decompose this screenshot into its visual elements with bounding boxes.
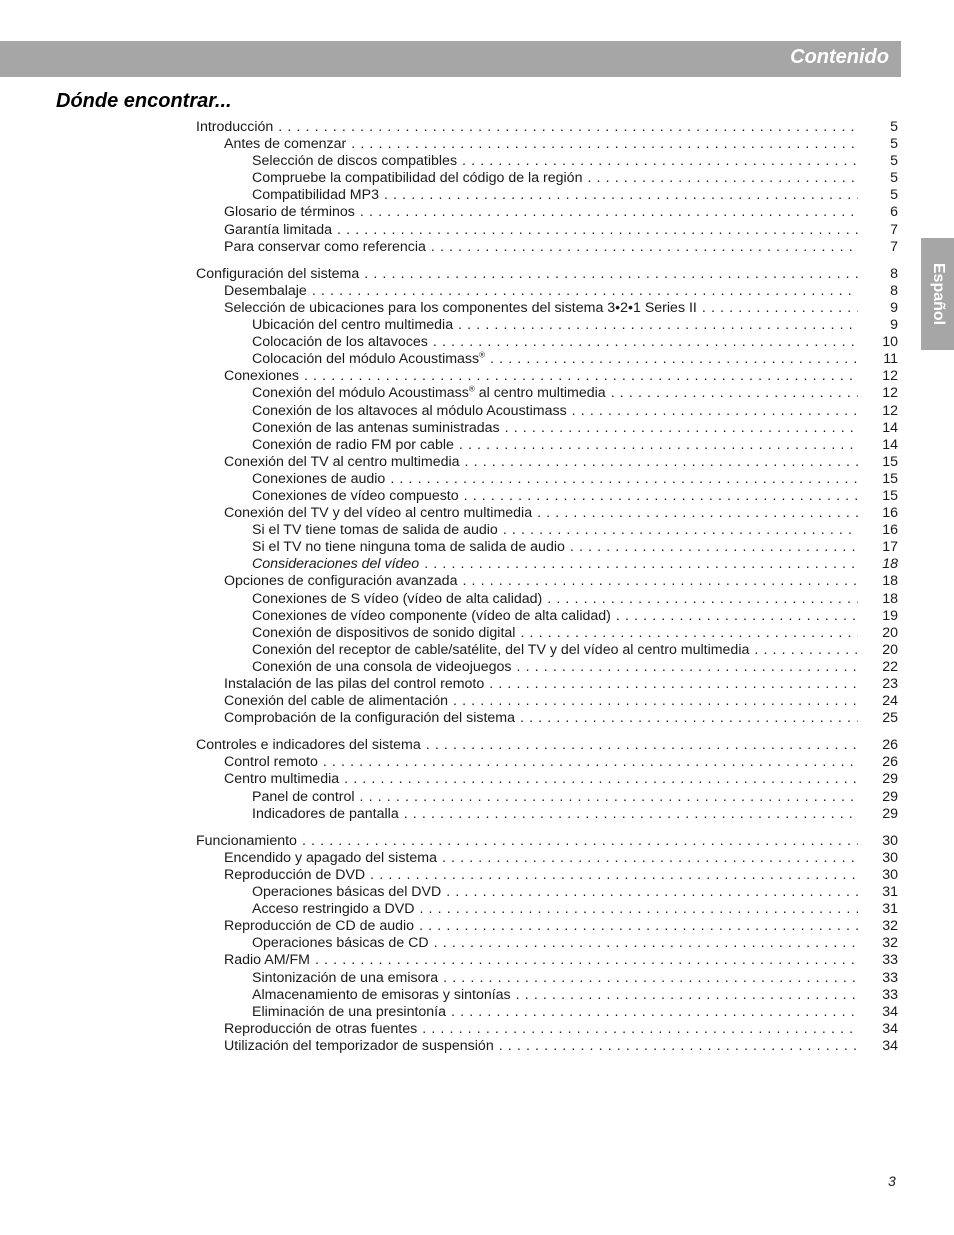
toc-entry-title-text: Glosario de términos [224, 204, 355, 221]
dot-leader [419, 901, 858, 918]
dot-leader [516, 987, 858, 1004]
toc-entry-page: 5 [890, 136, 898, 153]
toc-entry-title-text: Opciones de configuración avanzada [224, 573, 458, 590]
toc-entry-title [252, 806, 404, 823]
toc-entry-title-text: Conexión de los altavoces al módulo Acoustimass [252, 402, 567, 419]
toc-entry-page: 20 [882, 641, 898, 658]
toc-entry-page: 29 [882, 771, 898, 788]
toc-entry-title-text: Reproducción de DVD [224, 866, 366, 883]
toc-entry-title [252, 437, 459, 454]
dot-leader [344, 771, 858, 788]
toc-entry-title-text: Antes de comenzar [224, 136, 347, 153]
toc-entry-title-text: Utilización del temporizador de suspensión [224, 1037, 494, 1054]
toc-entry-title-text: Funcionamiento [196, 832, 297, 849]
toc-entry[interactable] [196, 505, 898, 522]
toc-entry-title-text: Indicadores de pantalla [252, 805, 399, 822]
toc-entry-title [252, 317, 458, 334]
toc-entry-title [224, 754, 323, 771]
toc-entry-page: 33 [882, 952, 898, 969]
toc-entry-title [252, 556, 424, 573]
toc-entry-page: 26 [882, 737, 898, 754]
dot-leader [754, 642, 858, 659]
dot-leader [503, 522, 858, 539]
toc-entry-title-text: Conexión del TV y del vídeo al centro multimedia [224, 505, 533, 522]
toc-entry-title-text: Control remoto [224, 754, 318, 771]
toc-group [196, 737, 898, 822]
toc-entry-page: 16 [882, 522, 898, 539]
toc-entry-title-text: Panel de control [252, 788, 355, 805]
toc-entry-page: 31 [882, 901, 898, 918]
toc-entry-title [224, 771, 344, 788]
dot-leader [360, 789, 858, 806]
dot-leader [323, 754, 858, 771]
toc-entry-page: 34 [882, 1003, 898, 1020]
toc-entry-page: 30 [882, 849, 898, 866]
toc-entry-title [252, 522, 503, 539]
toc-entry-title [252, 488, 464, 505]
dot-leader [442, 850, 858, 867]
toc-entry-page: 15 [882, 487, 898, 504]
dot-leader [517, 659, 858, 676]
toc-entry-page: 8 [890, 265, 898, 282]
toc-entry-title [252, 420, 505, 437]
toc-entry-title [252, 625, 520, 642]
toc-entry-title-text: Operaciones básicas del DVD [252, 884, 442, 901]
toc-entry-title [252, 970, 443, 987]
toc-entry[interactable] [196, 833, 898, 850]
dot-leader [462, 573, 858, 590]
toc-entry[interactable] [196, 403, 898, 420]
toc-entry-title-text: Conexión de dispositivos de sonido digital [252, 624, 516, 641]
toc-entry-title [252, 789, 360, 806]
toc-entry[interactable] [196, 850, 898, 867]
dot-leader [520, 710, 858, 727]
toc-group [196, 119, 898, 256]
toc-entry-page: 32 [882, 918, 898, 935]
dot-leader [520, 625, 858, 642]
toc-entry[interactable] [196, 676, 898, 693]
toc-entry-title-text: Selección de discos compatibles [252, 153, 458, 170]
dot-leader [364, 266, 858, 283]
toc-entry-page: 14 [882, 436, 898, 453]
toc-entry[interactable] [196, 454, 898, 471]
toc-entry-title-text: Conexiones de S vídeo (vídeo de alta calidad) [252, 590, 543, 607]
toc-entry[interactable] [196, 368, 898, 385]
toc-entry[interactable] [196, 693, 898, 710]
header-bar [0, 41, 901, 77]
toc-entry[interactable] [196, 573, 898, 590]
toc-entry-title-text: Centro multimedia [224, 771, 340, 788]
toc-entry[interactable] [196, 970, 898, 987]
toc-entry-title-text: Encendido y apagado del sistema [224, 849, 437, 866]
toc-entry-title [196, 119, 278, 136]
dot-leader [499, 1038, 858, 1055]
toc-entry-title-text: Reproducción de CD de audio [224, 918, 415, 935]
language-tab-label: Español [929, 262, 947, 326]
dot-leader [537, 505, 858, 522]
toc-entry-title-text: Comprobación de la configuración del sistema [224, 710, 516, 727]
toc-entry[interactable] [196, 642, 898, 659]
dot-leader [490, 351, 858, 368]
dot-leader [611, 385, 858, 402]
toc-entry-page: 29 [882, 788, 898, 805]
toc-entry-title [196, 833, 302, 850]
toc-entry[interactable] [196, 437, 898, 454]
dot-leader [443, 970, 858, 987]
toc-entry-page: 33 [882, 969, 898, 986]
toc-entry[interactable] [196, 351, 898, 368]
toc-entry[interactable] [196, 204, 898, 221]
toc-entry-page: 9 [890, 299, 898, 316]
toc-entry-title [224, 693, 453, 710]
toc-entry-title [224, 283, 312, 300]
toc-entry-page: 31 [882, 884, 898, 901]
toc-entry[interactable] [196, 867, 898, 884]
toc-entry[interactable] [196, 987, 898, 1004]
dot-leader [446, 884, 858, 901]
toc-entry[interactable] [196, 935, 898, 952]
dot-leader [422, 1021, 858, 1038]
toc-entry-title-text: Conexiones de vídeo compuesto [252, 487, 459, 504]
toc-entry-title [224, 918, 419, 935]
toc-entry-title-text: Conexiones de vídeo componente (vídeo de alta calidad) [252, 607, 611, 624]
toc-entry-page: 24 [882, 693, 898, 710]
toc-entry[interactable] [196, 1038, 898, 1055]
toc-entry-page: 20 [882, 624, 898, 641]
toc-entry-title-text: Selección de ubicaciones para los componentes del sistema 3•2•1 Series II [224, 299, 697, 316]
toc-entry-page: 8 [890, 282, 898, 299]
dot-leader [453, 693, 858, 710]
toc-entry[interactable] [196, 539, 898, 556]
toc-entry-title [252, 987, 516, 1004]
dot-leader [337, 222, 858, 239]
toc-entry[interactable] [196, 522, 898, 539]
toc-entry-title [224, 676, 489, 693]
dot-leader [459, 437, 858, 454]
dot-leader [451, 1004, 858, 1021]
toc-entry-title [252, 935, 434, 952]
toc-entry[interactable] [196, 710, 898, 727]
dot-leader [433, 334, 858, 351]
toc-entry-title-text: Conexiones de audio [252, 470, 386, 487]
toc-entry-title-text: Compatibilidad MP3 [252, 187, 379, 204]
toc-entry-title-text: al centro multimedia [474, 385, 606, 402]
toc-entry-title [252, 901, 419, 918]
toc-entry-title-text: Ubicación del centro multimedia [252, 317, 454, 334]
toc-entry-title [196, 266, 364, 283]
toc-entry-page: 16 [882, 505, 898, 522]
toc-entry-page: 5 [890, 119, 898, 135]
toc-entry-title-text: Conexión de las antenas suministradas [252, 419, 500, 436]
dot-leader [360, 204, 858, 221]
dot-leader [315, 952, 858, 969]
toc-entry-title-text: Sintonización de una emisora [252, 969, 439, 986]
toc-entry-page: 12 [882, 385, 898, 402]
toc-entry-page: 5 [890, 187, 898, 204]
toc-entry[interactable] [196, 334, 898, 351]
toc-entry-page: 34 [882, 1037, 898, 1054]
dot-leader [572, 403, 858, 420]
toc-entry-page: 18 [882, 590, 898, 607]
toc-entry-title-text: Desembalaje [224, 282, 307, 299]
toc-entry-page: 19 [882, 607, 898, 624]
toc-entry-title-text: Conexión del módulo Acoustimass [252, 385, 469, 402]
toc-entry-title [252, 608, 616, 625]
toc-entry-title-text: Acceso restringido a DVD [252, 901, 415, 918]
toc-entry-title [252, 884, 446, 901]
toc-entry[interactable] [196, 806, 898, 823]
toc-entry-page: 7 [890, 221, 898, 238]
dot-leader [390, 471, 858, 488]
toc-entry[interactable] [196, 659, 898, 676]
toc-entry-title-text: Conexiones [224, 368, 299, 385]
toc-entry-title-text: Operaciones básicas de CD [252, 935, 429, 952]
toc-group [196, 833, 898, 1055]
dot-leader [489, 676, 858, 693]
toc-entry-page: 32 [882, 935, 898, 952]
toc-entry-title-text: Conexión de radio FM por cable [252, 436, 454, 453]
toc-entry-title [252, 1004, 451, 1021]
toc-entry-page: 11 [883, 351, 898, 368]
toc-entry-page: 34 [882, 1020, 898, 1037]
toc-group [196, 266, 898, 728]
toc-entry-page: 7 [890, 238, 898, 255]
toc-entry[interactable] [196, 488, 898, 505]
language-tab [921, 238, 954, 350]
toc-entry[interactable] [196, 239, 898, 256]
toc-entry-page: 12 [882, 368, 898, 385]
toc-entry-title-text: Radio AM/FM [224, 952, 310, 969]
registered-mark: ® [479, 350, 486, 360]
toc-entry[interactable] [196, 1021, 898, 1038]
toc-entry-title [224, 1038, 499, 1055]
dot-leader [426, 737, 858, 754]
toc-entry-title [224, 952, 315, 969]
toc-entry-title [252, 591, 547, 608]
toc-entry-title [252, 187, 384, 204]
page-number: 3 [888, 1173, 896, 1189]
toc-entry-page: 26 [882, 754, 898, 771]
toc-entry-title [224, 204, 360, 221]
toc-entry-title [224, 239, 431, 256]
dot-leader [384, 187, 858, 204]
dot-leader [424, 556, 858, 573]
toc-entry-title [252, 471, 390, 488]
toc-entry[interactable] [196, 918, 898, 935]
toc-entry[interactable] [196, 737, 898, 754]
dot-leader [616, 608, 858, 625]
toc-entry-title-text: Si el TV no tiene ninguna toma de salida de audio [252, 539, 565, 556]
toc-entry-title-text: Configuración del sistema [196, 265, 360, 282]
dot-leader [570, 539, 858, 556]
toc-entry-title-text: Instalación de las pilas del control remoto [224, 676, 485, 692]
toc-entry[interactable] [196, 625, 898, 642]
section-heading: Dónde encontrar... [56, 90, 232, 112]
toc-entry-title [252, 385, 611, 402]
toc-entry-title [252, 351, 490, 368]
toc-entry-title [224, 505, 537, 522]
toc-entry-page: 18 [882, 573, 898, 590]
toc-entry-page: 23 [882, 676, 898, 692]
toc-entry-title [224, 850, 442, 867]
toc-entry-page: 6 [890, 204, 898, 221]
toc-entry-title-text: Conexión del cable de alimentación [224, 693, 448, 710]
toc-entry-page: 17 [882, 539, 898, 556]
toc-entry-page: 15 [882, 470, 898, 487]
dot-leader [462, 153, 858, 170]
toc-entry-page: 15 [882, 453, 898, 470]
toc-entry-page: 10 [882, 334, 898, 351]
toc-entry[interactable] [196, 591, 898, 608]
toc-entry-page: 30 [882, 866, 898, 883]
page-title: Contenido [790, 46, 889, 68]
toc-entry-title [224, 454, 465, 471]
toc-entry-title-text: Colocación del módulo Acoustimass [252, 351, 480, 368]
toc-entry-page: 33 [882, 986, 898, 1003]
dot-leader [304, 368, 858, 385]
toc-entry-title [252, 153, 462, 170]
toc-entry-title [196, 737, 426, 754]
toc-entry-title-text: Colocación de los altavoces [252, 334, 428, 351]
toc-entry-title [224, 368, 304, 385]
toc-entry-title [224, 222, 337, 239]
toc-entry[interactable] [196, 471, 898, 488]
toc-entry[interactable] [196, 1004, 898, 1021]
toc-entry-page: 9 [890, 317, 898, 334]
toc-entry-title [224, 300, 702, 317]
toc-entry-page: 5 [890, 170, 898, 187]
toc-entry-title-text: Almacenamiento de emisoras y sintonías [252, 986, 511, 1003]
toc-entry-title-text: Eliminación de una presintonía [252, 1003, 447, 1020]
toc-entry-page: 30 [882, 832, 898, 849]
toc-entry-page: 25 [882, 710, 898, 727]
toc-entry-title-text: Para conservar como referencia [224, 238, 426, 255]
dot-leader [370, 867, 858, 884]
dot-leader [431, 239, 858, 256]
dot-leader [547, 591, 858, 608]
toc-entry[interactable] [196, 222, 898, 239]
toc-entry-page: 12 [882, 402, 898, 419]
dot-leader [465, 454, 858, 471]
toc-entry-title [252, 334, 433, 351]
toc-entry-title [224, 710, 520, 727]
toc-entry[interactable] [196, 771, 898, 788]
toc-entry-title [224, 867, 370, 884]
dot-leader [434, 935, 858, 952]
toc-entry-page: 29 [882, 805, 898, 822]
table-of-contents [196, 119, 898, 1065]
toc-entry[interactable] [196, 556, 898, 573]
toc-entry[interactable] [196, 187, 898, 204]
toc-entry[interactable] [196, 153, 898, 170]
toc-entry-title-text: Controles e indicadores del sistema [196, 737, 421, 754]
toc-entry-title [252, 539, 570, 556]
toc-entry-title-text: Conexión de una consola de videojuegos [252, 658, 512, 675]
toc-entry-title-text: Introducción [196, 119, 274, 135]
dot-leader [464, 488, 858, 505]
toc-entry[interactable] [196, 754, 898, 771]
toc-entry-title-text: Conexión del receptor de cable/satélite, del TV y del vídeo al centro multimedia [252, 641, 750, 658]
registered-mark: ® [468, 384, 475, 394]
toc-entry-title-text: Reproducción de otras fuentes [224, 1020, 418, 1037]
dot-leader [404, 806, 858, 823]
toc-entry-page: 18 [882, 556, 898, 573]
toc-entry[interactable] [196, 300, 898, 317]
toc-entry-page: 22 [882, 658, 898, 675]
dot-leader [702, 300, 858, 317]
toc-entry[interactable] [196, 884, 898, 901]
toc-entry-title [252, 642, 754, 659]
toc-entry-title-text: Consideraciones del vídeo [252, 556, 420, 573]
toc-entry[interactable] [196, 385, 898, 402]
toc-entry[interactable] [196, 952, 898, 969]
dot-leader [505, 420, 858, 437]
dot-leader [419, 918, 858, 935]
toc-entry-title [224, 573, 462, 590]
toc-entry-title-text: Garantía limitada [224, 221, 333, 238]
toc-entry[interactable] [196, 317, 898, 334]
toc-entry[interactable] [196, 170, 898, 187]
toc-entry-title [252, 170, 587, 187]
dot-leader [458, 317, 858, 334]
toc-entry-title [224, 1021, 422, 1038]
toc-entry-page: 14 [882, 419, 898, 436]
toc-entry[interactable] [196, 420, 898, 437]
toc-entry[interactable] [196, 608, 898, 625]
toc-entry-page: 5 [890, 153, 898, 170]
dot-leader [351, 136, 858, 153]
toc-entry[interactable] [196, 901, 898, 918]
dot-leader [302, 833, 858, 850]
dot-leader [312, 283, 858, 300]
dot-leader [587, 170, 858, 187]
toc-entry-title-text: Conexión del TV al centro multimedia [224, 453, 460, 470]
toc-entry[interactable] [196, 136, 898, 153]
toc-entry-title-text: Si el TV tiene tomas de salida de audio [252, 522, 498, 539]
dot-leader [278, 119, 858, 136]
toc-entry[interactable] [196, 119, 898, 136]
toc-entry[interactable] [196, 266, 898, 283]
toc-entry-title [224, 136, 351, 153]
toc-entry[interactable] [196, 789, 898, 806]
toc-entry-title [252, 403, 572, 420]
toc-entry-title [252, 659, 517, 676]
toc-entry[interactable] [196, 283, 898, 300]
toc-entry-title-text: Compruebe la compatibilidad del código de la región [252, 170, 583, 187]
